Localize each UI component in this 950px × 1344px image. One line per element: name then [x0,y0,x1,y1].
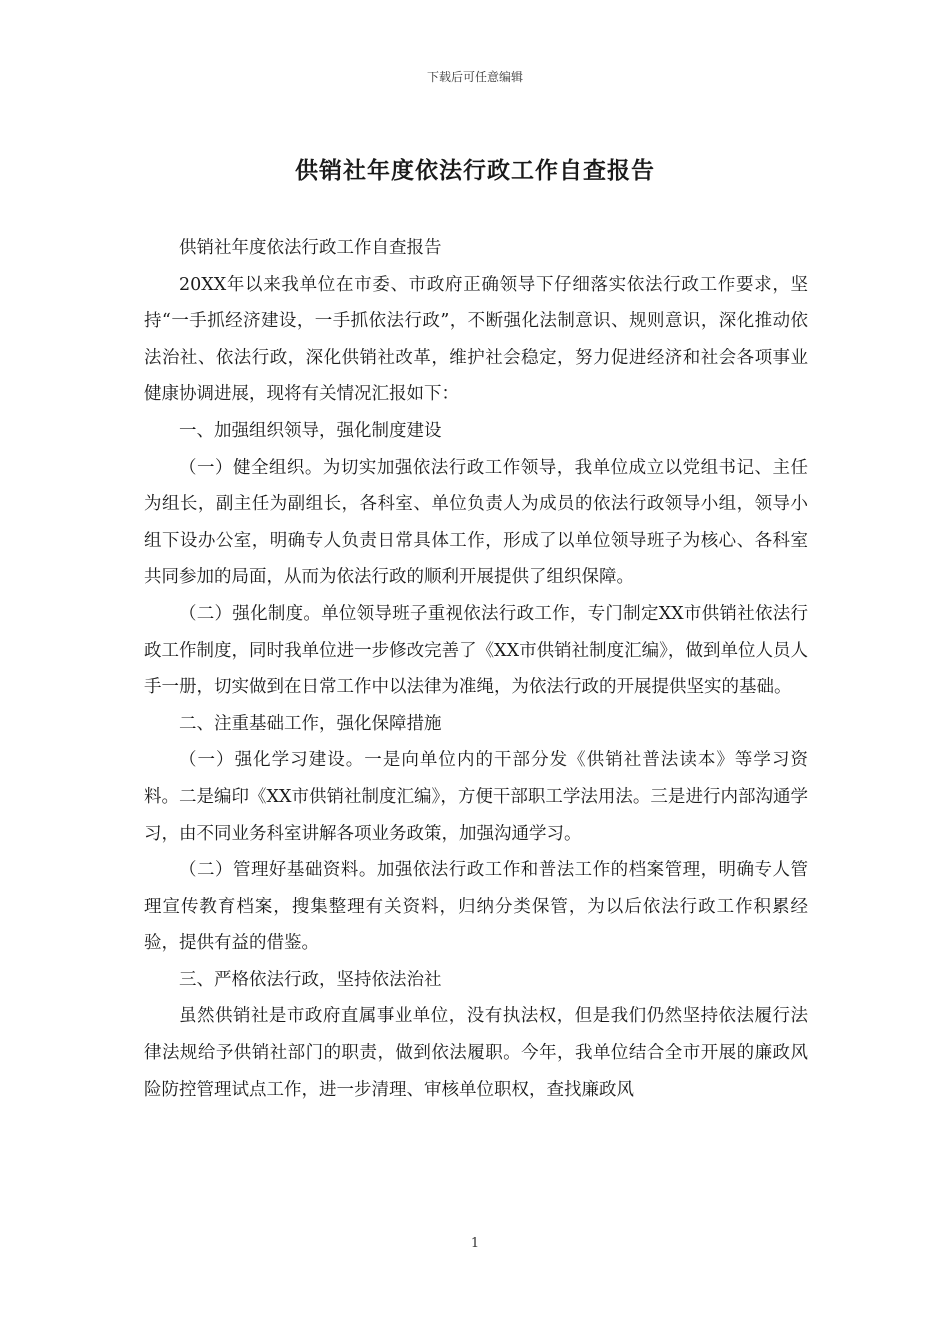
page-number: 1 [470,1236,480,1251]
paragraph: （二）管理好基础资料。加强依法行政工作和普法工作的档案管理，明确专人管理宣传教育档案，搜集整理有关资料，归纳分类保管，为以后依法行政工作积累经验，提供有益的借鉴。 [144,860,808,954]
paragraph: （一）强化学习建设。一是向单位内的干部分发《供销社普法读本》等学习资料。二是编印《XX市供销社制度汇编》，方便干部职工学法用法。三是进行内部沟通学习，由不同业务科室讲解各项业务政策，加强沟通学习。 [144,750,808,844]
section-heading-3: 三、严格依法行政，坚持依法治社 [179,969,442,990]
paragraph: （一）健全组织。为切实加强依法行政工作领导，我单位成立以党组书记、主任为组长，副主任为副组长，各科室、单位负责人为成员的依法行政领导小组，领导小组下设办公室，明确专人负责日常具体工作，形成了以单位领导班子为核心、各科室共同参加的局面，从而为依法行政的顺利开展提供了组织保障。 [144,457,808,588]
section-heading-2: 二、注重基础工作，强化保障措施 [179,713,442,734]
paragraph-intro: 20XX年以来我单位在市委、市政府正确领导下仔细落实依法行政工作要求，坚持“一手抓经济建设，一手抓依法行政”，不断强化法制意识、规则意识，深化推动依法治社、依法行政，深化供销社改革，维护社会稳定，努力促进经济和社会各项事业健康协调进展，现将有关情况汇报如下： [144,274,808,405]
document-title: 供销社年度依法行政工作自查报告 [295,158,655,184]
paragraph: （二）强化制度。单位领导班子重视依法行政工作，专门制定XX市供销社依法行政工作制度，同时我单位进一步修改完善了《XX市供销社制度汇编》，做到单位人员人手一册，切实做到在日常工作中以法律为准绳，为依法行政的开展提供坚实的基础。 [144,603,808,698]
header-note: 下载后可任意编辑 [426,70,523,84]
paragraph-subtitle: 供销社年度依法行政工作自查报告 [179,238,442,258]
section-heading-1: 一、加强组织领导，强化制度建设 [179,420,442,441]
document-body [144,230,808,1108]
paragraph: 虽然供销社是市政府直属事业单位，没有执法权，但是我们仍然坚持依法履行法律法规给予供销社部门的职责，做到依法履职。今年，我单位结合全市开展的廉政风险防控管理试点工作，进一步清理、审核单位职权，查找廉政风 [144,1006,808,1100]
